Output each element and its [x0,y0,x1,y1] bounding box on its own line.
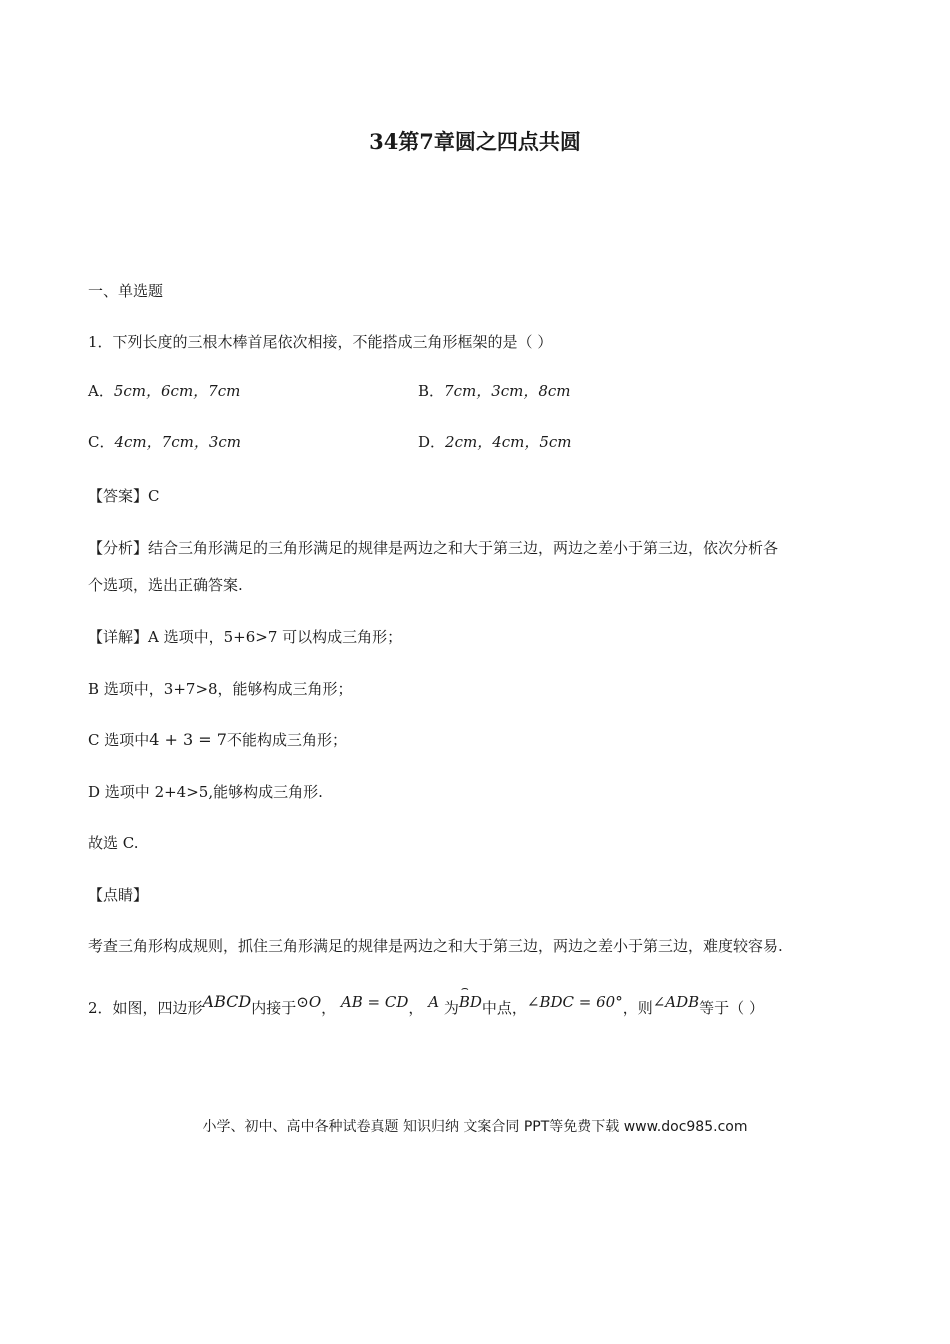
analysis-line-1: 【分析】结合三角形满足的三角形满足的规律是两边之和大于第三边，两边之差小于第三边，依次分析各 [88,539,779,557]
q2-text-4: ，则 [622,999,653,1017]
answer: 【答案】C [88,487,160,505]
option-c-label: C． [88,433,115,451]
q2-math-a: A [428,993,440,1011]
option-b-label: B． [418,382,445,400]
q2-text-1: 内接于 [251,999,297,1017]
q2-number: 2．如图，四边形 [88,999,203,1017]
option-a-text: 5cm，6cm，7cm [113,382,241,400]
option-c [88,431,241,452]
detail-c [88,729,347,750]
q2-sep-1: ， [321,999,337,1017]
option-b-text: 7cm，3cm，8cm [444,382,571,400]
q2-text-3: 中点， [481,999,527,1017]
option-b [418,380,571,401]
detail-b: B 选项中，3+7>8，能够构成三角形； [88,680,353,698]
page-title: 34第7章圆之四点共圆 [369,129,581,154]
option-a-label: A． [88,382,114,400]
q2-text-2: 为 [443,999,459,1017]
q2-arc-bd [458,981,482,1017]
detail-c-math: 4 + 3 = 7 [149,730,227,749]
q2-text-5: 等于（ ） [699,999,764,1017]
q2-math-abcd: ABCD [202,992,252,1011]
detail-c-suffix: 不能构成三角形； [226,731,347,749]
q2-math-angle-adb: ∠ADB [652,993,700,1011]
dianjing-text: 考查三角形构成规则，抓住三角形满足的规律是两边之和大于第三边，两边之差小于第三边，难度较容易. [88,937,783,955]
section-heading: 一、单选题 [88,282,164,300]
option-a [88,380,240,401]
option-c-text: 4cm，7cm，3cm [114,433,241,451]
conclusion: 故选 C. [88,834,139,852]
arc-icon: ⌢ [460,981,469,995]
q2-math-bd: BD [458,993,482,1011]
question-2-stem [88,981,764,1018]
q2-math-circle-o: ⊙O [296,993,322,1011]
detail-a: 【详解】A 选项中，5+6>7 可以构成三角形； [88,628,403,646]
q2-sep-2: ， [408,999,424,1017]
detail-d: D 选项中 2+4>5,能够构成三角形. [88,783,323,801]
q2-math-ab-cd: AB = CD [340,993,409,1011]
question-1-stem: 1．下列长度的三根木棒首尾依次相接，不能搭成三角形框架的是（ ） [88,333,553,351]
option-d-label: D． [418,433,446,451]
analysis-line-2: 个选项，选出正确答案. [88,576,243,594]
footer-text: 小学、初中、高中各种试卷真题 知识归纳 文案合同 PPT等免费下载 www.doc985.com [202,1119,748,1135]
option-d-text: 2cm，4cm，5cm [445,433,572,451]
option-d [418,431,572,452]
detail-c-prefix: C 选项中 [88,731,150,749]
dianjing-label: 【点睛】 [88,886,149,904]
q2-math-angle-bdc: ∠BDC = 60° [526,993,623,1011]
